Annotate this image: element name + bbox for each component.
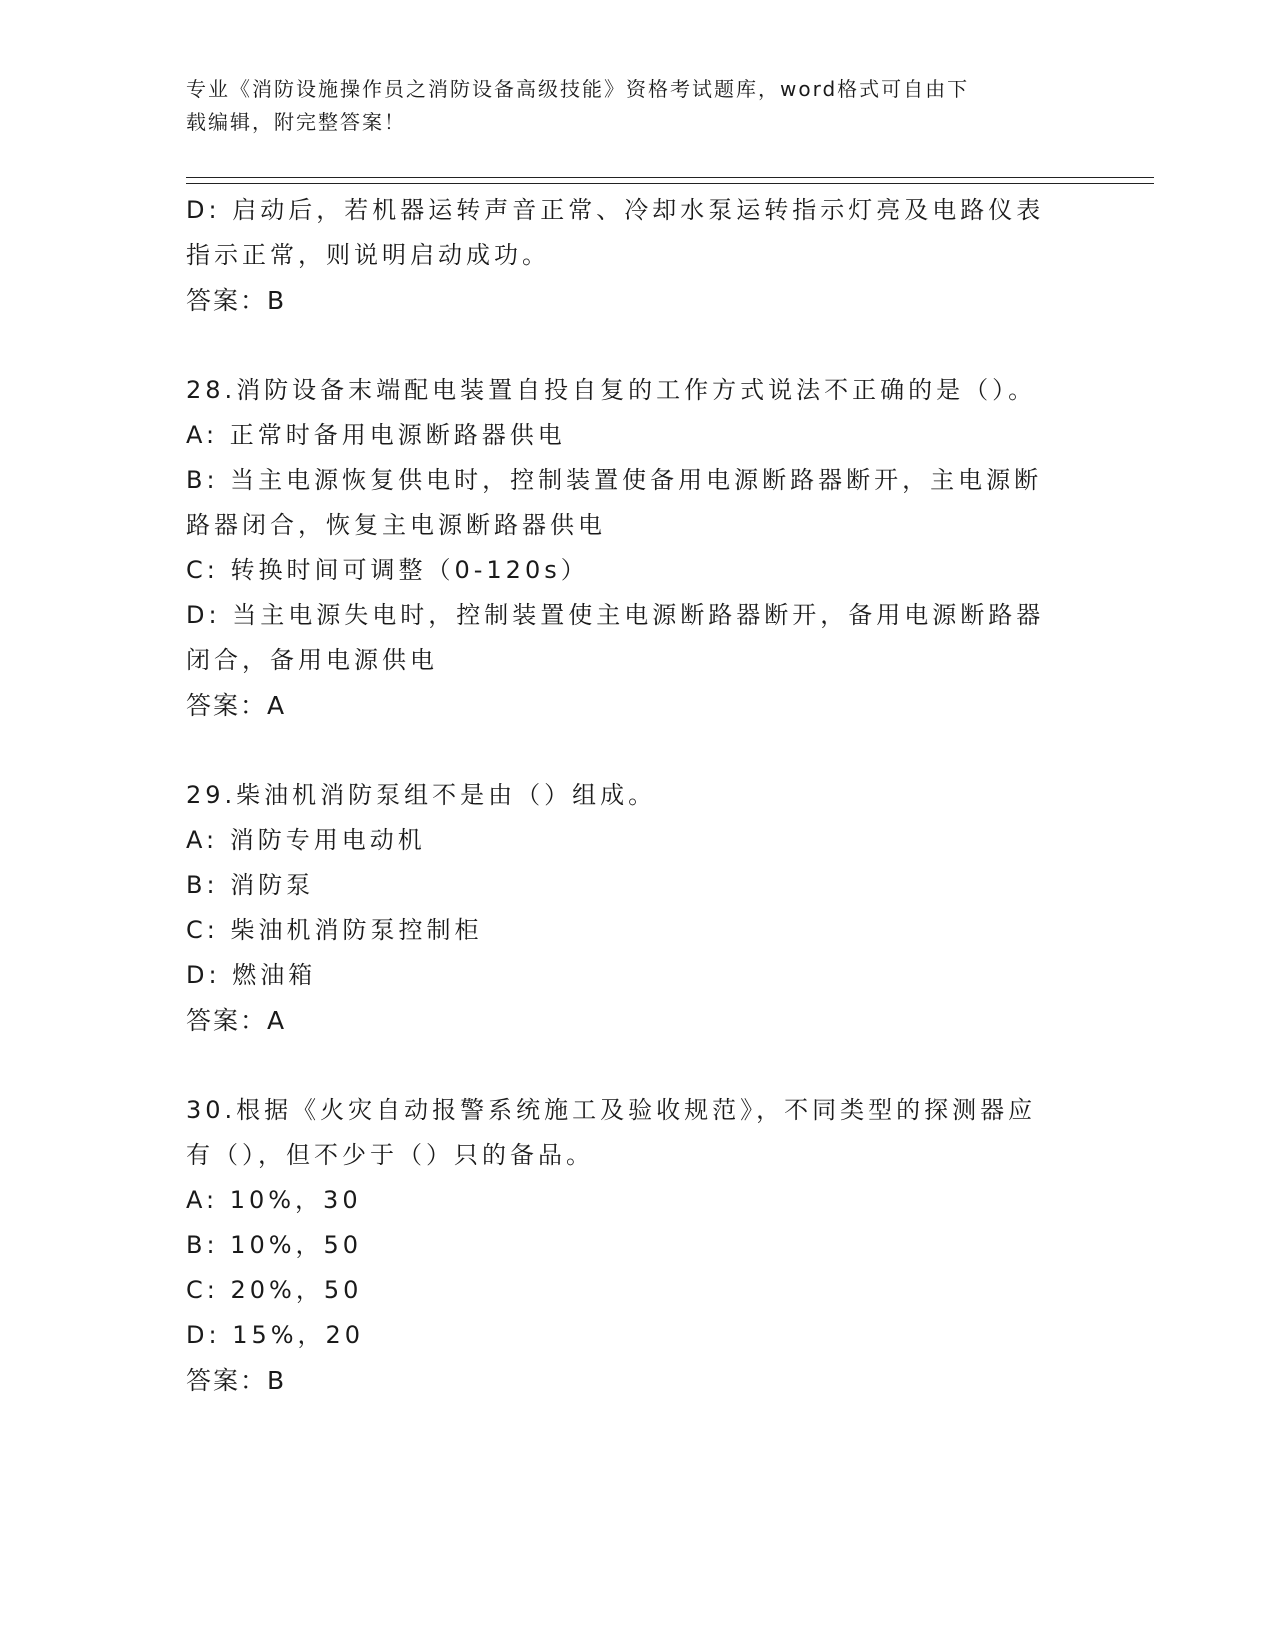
option-b: B: 10%，50 — [186, 1231, 363, 1259]
option-c: C: 转换时间可调整（0-120s） — [186, 556, 589, 584]
option-d-line-1: D: 当主电源失电时，控制装置使主电源断路器断开，备用电源断路器 — [186, 601, 1045, 629]
previous-question-tail — [186, 188, 1076, 323]
option-b-line-2: 路器闭合，恢复主电源断路器供电 — [186, 511, 606, 539]
spacer — [186, 1043, 1076, 1088]
option-a: A: 10%，30 — [186, 1186, 362, 1214]
option-a: A: 消防专用电动机 — [186, 826, 426, 854]
answer: 答案：A — [186, 1006, 287, 1035]
question-content — [186, 188, 1076, 1403]
header-rule-bottom — [186, 183, 1154, 184]
option-b-line-1: B: 当主电源恢复供电时，控制装置使备用电源断路器断开，主电源断 — [186, 466, 1043, 494]
question-stem: 29.柴油机消防泵组不是由（）组成。 — [186, 781, 657, 809]
option-c: C: 20%，50 — [186, 1276, 363, 1304]
question-28 — [186, 368, 1076, 728]
question-stem-line-2: 有（），但不少于（）只的备品。 — [186, 1141, 594, 1169]
page-header — [186, 73, 1066, 139]
question-stem: 28.消防设备末端配电装置自投自复的工作方式说法不正确的是（）。 — [186, 376, 1037, 404]
option-b: B: 消防泵 — [186, 871, 315, 899]
spacer — [186, 323, 1076, 368]
option-a: A: 正常时备用电源断路器供电 — [186, 421, 566, 449]
question-stem-line-1: 30.根据《火灾自动报警系统施工及验收规范》，不同类型的探测器应 — [186, 1096, 1037, 1124]
answer: 答案：B — [186, 1366, 287, 1395]
option-d: D: 15%，20 — [186, 1321, 365, 1349]
header-line-2: 载编辑，附完整答案！ — [186, 110, 406, 134]
option-d-line-2: 指示正常，则说明启动成功。 — [186, 241, 550, 269]
header-line-1: 专业《消防设施操作员之消防设备高级技能》资格考试题库，word格式可自由下 — [186, 77, 970, 101]
option-c: C: 柴油机消防泵控制柜 — [186, 916, 483, 944]
spacer — [186, 728, 1076, 773]
question-29 — [186, 773, 1076, 1043]
header-rule-top — [186, 177, 1154, 178]
option-d-line-1: D: 启动后，若机器运转声音正常、冷却水泵运转指示灯亮及电路仪表 — [186, 196, 1045, 224]
option-d-line-2: 闭合，备用电源供电 — [186, 646, 438, 674]
question-30 — [186, 1088, 1076, 1403]
answer: 答案：A — [186, 691, 287, 720]
answer: 答案：B — [186, 286, 287, 315]
option-d: D: 燃油箱 — [186, 961, 317, 989]
